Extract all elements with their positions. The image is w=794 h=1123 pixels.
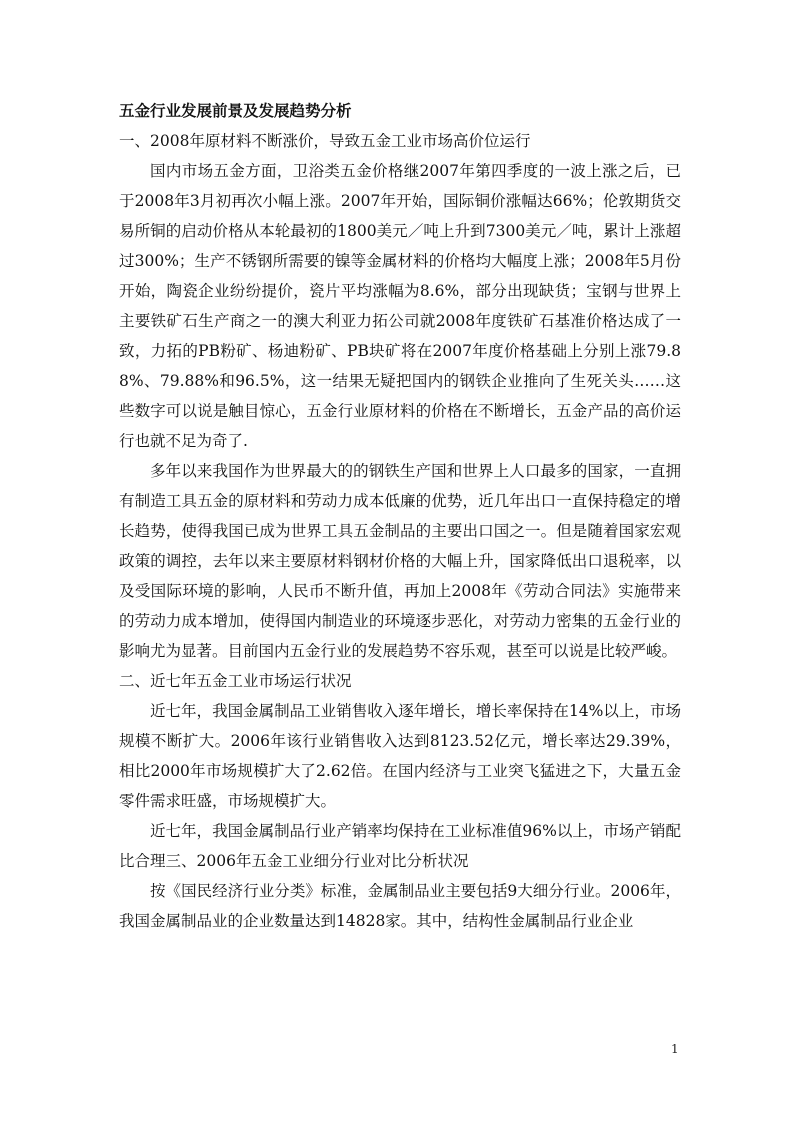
paragraph-4: 近七年，我国金属制品行业产销率均保持在工业标准值96%以上，市场产销配比合理三、2006年五金工业细分行业对比分析状况 — [119, 822, 681, 870]
document-page — [119, 96, 681, 936]
paragraph-2: 多年以来我国作为世界最大的的钢铁生产国和世界上人口最多的国家，一直拥有制造工具五金的原材料和劳动力成本低廉的优势，近几年出口一直保持稳定的增长趋势，使得我国已成为世界工具五金制品的主要出口国之一。但是随着国家宏观政策的调控，去年以来主要原材料钢材价格的大幅上升，国家降低出口退税率，以及受国际环境的影响，人民币不断升值，再加上2008年《劳动合同法》实施带来的劳动力成本增加，使得国内制造业的环境逐步恶化，对劳动力密集的五金行业的影响尤为显著。目前国内五金行业的发展趋势不容乐观，甚至可以说是比较严峻。 — [119, 462, 681, 660]
section-heading-2: 二、近七年五金工业市场运行状况 — [119, 672, 352, 690]
paragraph-3: 近七年，我国金属制品工业销售收入逐年增长，增长率保持在14%以上，市场规模不断扩大。2006年该行业销售收入达到8123.52亿元，增长率达29.39%，相比2000年市场规模扩大了2.62倍。在国内经济与工业突飞猛进之下，大量五金零件需求旺盛，市场规模扩大。 — [119, 702, 681, 810]
paragraph-1: 国内市场五金方面，卫浴类五金价格继2007年第四季度的一波上涨之后，已于2008年3月初再次小幅上涨。2007年开始，国际铜价涨幅达66%；伦敦期货交易所铜的启动价格从本轮最初的1800美元／吨上升到7300美元／吨，累计上涨超过300%；生产不锈钢所需要的镍等金属材料的价格均大幅度上涨；2008年5月份开始，陶瓷企业纷纷提价，瓷片平均涨幅为8.6%，部分出现缺货；宝钢与世界上主要铁矿石生产商之一的澳大利亚力拓公司就2008年度铁矿石基准价格达成了一致，力拓的PB粉矿、杨迪粉矿、PB块矿将在2007年度价格基础上分别上涨79.88%、79.88%和96.5%，这一结果无疑把国内的钢铁企业推向了生死关头……这些数字可以说是触目惊心，五金行业原材料的价格在不断增长，五金产品的高价运行也就不足为奇了. — [119, 162, 681, 450]
section-heading-1: 一、2008年原材料不断涨价，导致五金工业市场高价位运行 — [119, 132, 531, 150]
document-title: 五金行业发展前景及发展趋势分析 — [119, 102, 352, 120]
page-number: 1 — [671, 1042, 679, 1056]
paragraph-5: 按《国民经济行业分类》标准，金属制品业主要包括9大细分行业。2006年，我国金属制品业的企业数量达到14828家。其中，结构性金属制品行业企业 — [119, 882, 681, 930]
